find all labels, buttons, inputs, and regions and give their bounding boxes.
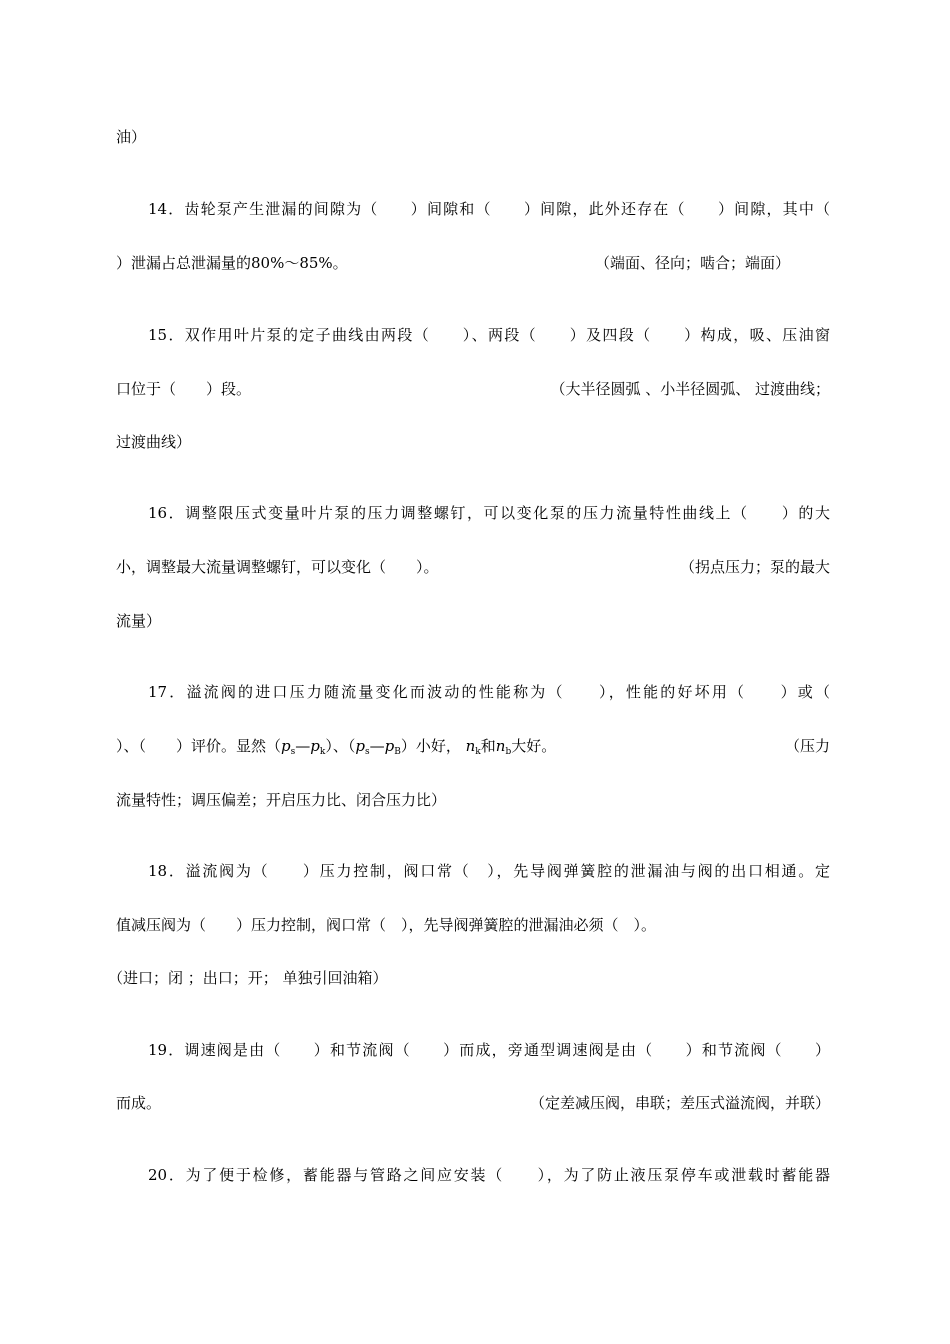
question-14-line-2: ）泄漏占总泄漏量的80%～85%。 bbox=[116, 254, 348, 272]
question-16-line-2: 小，调整最大流量调整螺钉，可以变化（ ）。 bbox=[116, 558, 439, 576]
subscript: s bbox=[290, 747, 296, 757]
question-17-line-1: 17．溢流阀的进口压力随流量变化而波动的性能称为（ ），性能的好坏用（ ）或（ bbox=[148, 683, 830, 701]
var-p: p bbox=[281, 737, 291, 755]
text-segment: ）、（ bbox=[325, 737, 356, 755]
subscript: k bbox=[319, 747, 326, 757]
question-15-line-2: 口位于（ ）段。 bbox=[116, 380, 252, 398]
subscript: B bbox=[394, 747, 401, 757]
question-17-line-3: 流量特性；调压偏差；开启压力比、闭合压力比） bbox=[116, 791, 447, 809]
question-19-line-2: 而成。 bbox=[116, 1094, 162, 1112]
var-n: n bbox=[495, 737, 506, 755]
question-15-line-3: 过渡曲线） bbox=[116, 433, 192, 451]
question-15-line-1: 15．双作用叶片泵的定子曲线由两段（ ）、两段（ ）及四段（ ）构成，吸、压油窗 bbox=[148, 326, 830, 344]
question-16-answer: （拐点压力；泵的最大 bbox=[679, 558, 830, 576]
question-19-line-1: 19．调速阀是由（ ）和节流阀（ ）而成，旁通型调速阀是由（ ）和节流阀（ ） bbox=[148, 1041, 830, 1059]
text-segment: ）、（ ）评价。显然（ bbox=[116, 737, 282, 755]
dash: — bbox=[295, 737, 311, 755]
question-16-line-3: 流量） bbox=[116, 612, 162, 630]
subscript: s bbox=[364, 747, 370, 757]
text-segment: 和 bbox=[480, 737, 496, 755]
question-17-line-2 bbox=[116, 736, 556, 762]
question-19-answer: （定差减压阀，串联；差压式溢流阀，并联） bbox=[529, 1094, 830, 1112]
question-15-answer: （大半径圆弧 、小半径圆弧、 过渡曲线； bbox=[550, 380, 830, 398]
subscript: k bbox=[475, 747, 481, 757]
text-line: 油） bbox=[116, 128, 147, 146]
question-18-line-1: 18．溢流阀为（ ）压力控制，阀口常（ ），先导阀弹簧腔的泄漏油与阀的出口相通。定 bbox=[148, 862, 830, 880]
var-p: p bbox=[355, 737, 365, 755]
question-20-line-1: 20．为了便于检修，蓄能器与管路之间应安装（ ），为了防止液压泵停车或泄载时蓄能器 bbox=[148, 1166, 830, 1184]
var-n: n bbox=[465, 737, 476, 755]
var-p: p bbox=[310, 737, 320, 755]
question-14-answer: （端面、径向；啮合；端面） bbox=[594, 254, 790, 272]
question-14-line-1: 14．齿轮泵产生泄漏的间隙为（ ）间隙和（ ）间隙，此外还存在（ ）间隙，其中（ bbox=[148, 200, 830, 218]
dash: — bbox=[369, 737, 385, 755]
question-17-answer: （压力 bbox=[784, 737, 830, 755]
text-segment: ）小好， bbox=[400, 737, 461, 755]
question-18-line-2: 值减压阀为（ ）压力控制，阀口常（ ），先导阀弹簧腔的泄漏油必须（ ）。 bbox=[116, 916, 657, 934]
var-p: p bbox=[384, 737, 395, 755]
subscript: b bbox=[505, 747, 512, 757]
question-16-line-1: 16．调整限压式变量叶片泵的压力调整螺钉，可以变化泵的压力流量特性曲线上（ ）的大 bbox=[148, 504, 830, 522]
text-segment: 大好。 bbox=[511, 737, 557, 755]
question-18-answer: （进口；闭 ；出口；开； 单独引回油箱） bbox=[108, 969, 388, 987]
